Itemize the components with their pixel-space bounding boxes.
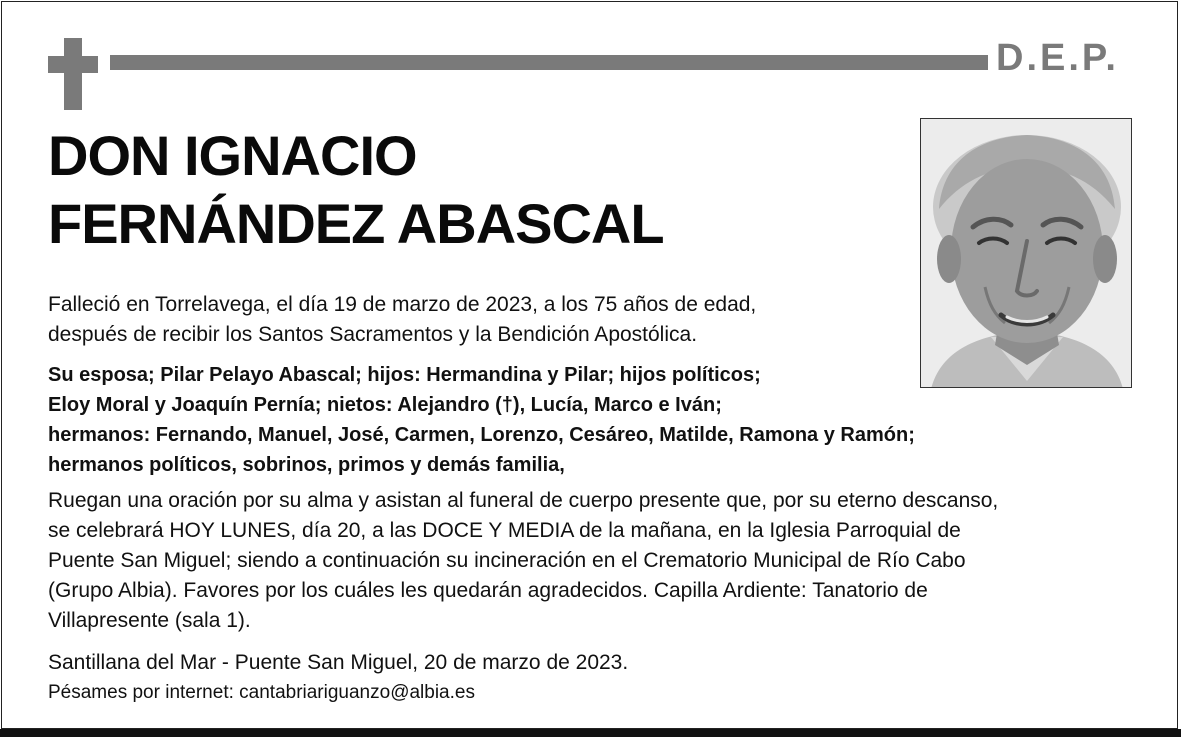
portrait-image	[921, 119, 1132, 388]
funeral-details	[48, 486, 998, 636]
name-line-2: FERNÁNDEZ ABASCAL	[48, 192, 664, 255]
portrait-photo	[920, 118, 1132, 388]
funeral-line: Puente San Miguel; siendo a continuación su incineración en el Crematorio Municipal de Río Cabo	[48, 549, 966, 572]
family-line: Su esposa; Pilar Pelayo Abascal; hijos: Hermandina y Pilar; hijos políticos;	[48, 364, 761, 386]
header-rule	[110, 55, 988, 70]
family-line: Eloy Moral y Joaquín Pernía; nietos: Alejandro (†), Lucía, Marco e Iván;	[48, 394, 722, 416]
family-list	[48, 360, 915, 480]
funeral-line: (Grupo Albia). Favores por los cuáles les quedarán agradecidos. Capilla Ardiente: Tanatorio de	[48, 579, 928, 602]
funeral-line: Villapresente (sala 1).	[48, 609, 251, 632]
funeral-line: se celebrará HOY LUNES, día 20, a las DOCE Y MEDIA de la mañana, en la Iglesia Parroquial de	[48, 519, 961, 542]
place-date: Santillana del Mar - Puente San Miguel, 20 de marzo de 2023.	[48, 651, 629, 674]
cross-icon	[48, 38, 98, 110]
deceased-name	[48, 122, 908, 258]
family-line: hermanos: Fernando, Manuel, José, Carmen, Lorenzo, Cesáreo, Matilde, Ramona y Ramón;	[48, 424, 915, 446]
family-line: hermanos políticos, sobrinos, primos y demás familia,	[48, 454, 565, 476]
funeral-line: Ruegan una oración por su alma y asistan al funeral de cuerpo presente que, por su eterno descanso,	[48, 489, 999, 512]
death-notice-line: Falleció en Torrelavega, el día 19 de marzo de 2023, a los 75 años de edad,	[48, 293, 757, 316]
dep-label: D.E.P.	[996, 37, 1119, 79]
death-notice	[48, 290, 756, 350]
death-notice-line: después de recibir los Santos Sacramentos y la Bendición Apostólica.	[48, 323, 698, 346]
bottom-bar	[0, 729, 1181, 737]
name-line-1: DON IGNACIO	[48, 124, 417, 187]
condolences-line: Pésames por internet: cantabriariguanzo@albia.es	[48, 682, 475, 703]
